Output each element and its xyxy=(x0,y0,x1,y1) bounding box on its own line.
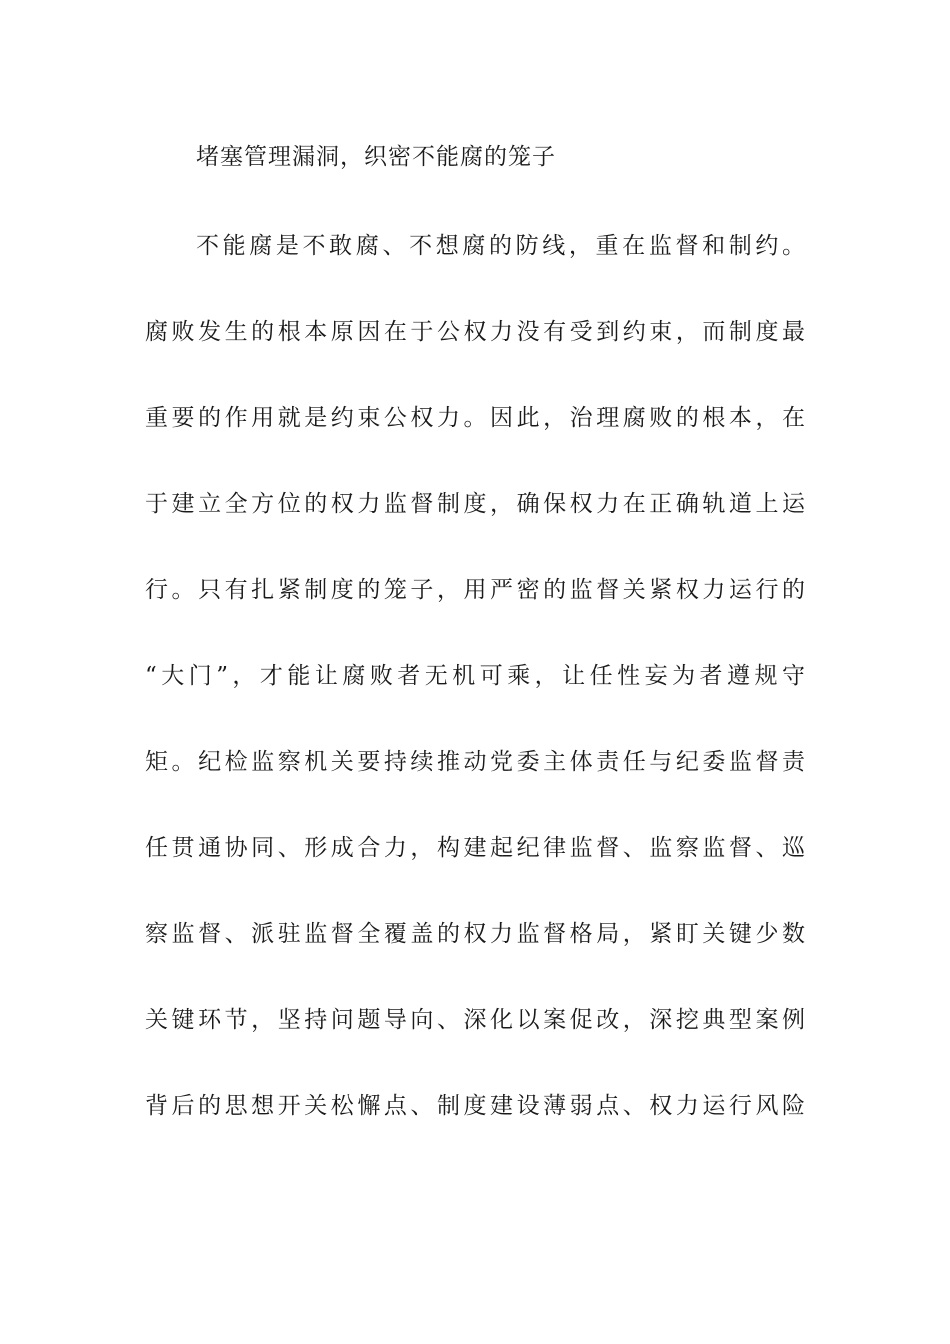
paragraph-line: 腐败发生的根本原因在于公权力没有受到约束，而制度最 xyxy=(145,319,805,345)
paragraph-line: 行。只有扎紧制度的笼子，用严密的监督关紧权力运行的 xyxy=(145,577,805,603)
paragraph-line: 不能腐是不敢腐、不想腐的防线，重在监督和制约。 xyxy=(196,233,805,259)
paragraph-line: 察监督、派驻监督全覆盖的权力监督格局，紧盯关键少数 xyxy=(145,921,805,947)
paragraph-line: 任贯通协同、形成合力，构建起纪律监督、监察监督、巡 xyxy=(145,835,805,861)
section-heading: 堵塞管理漏洞，织密不能腐的笼子 xyxy=(196,144,556,170)
paragraph-line: 关键环节，坚持问题导向、深化以案促改，深挖典型案例 xyxy=(145,1007,805,1033)
paragraph-line: 背后的思想开关松懈点、制度建设薄弱点、权力运行风险 xyxy=(145,1093,805,1119)
paragraph-line: 重要的作用就是约束公权力。因此，治理腐败的根本，在 xyxy=(145,405,805,431)
paragraph-line: 于建立全方位的权力监督制度，确保权力在正确轨道上运 xyxy=(145,491,805,517)
paragraph-line: “大门”，才能让腐败者无机可乘，让任性妄为者遵规守 xyxy=(145,663,805,689)
paragraph-line: 矩。纪检监察机关要持续推动党委主体责任与纪委监督责 xyxy=(145,749,805,775)
